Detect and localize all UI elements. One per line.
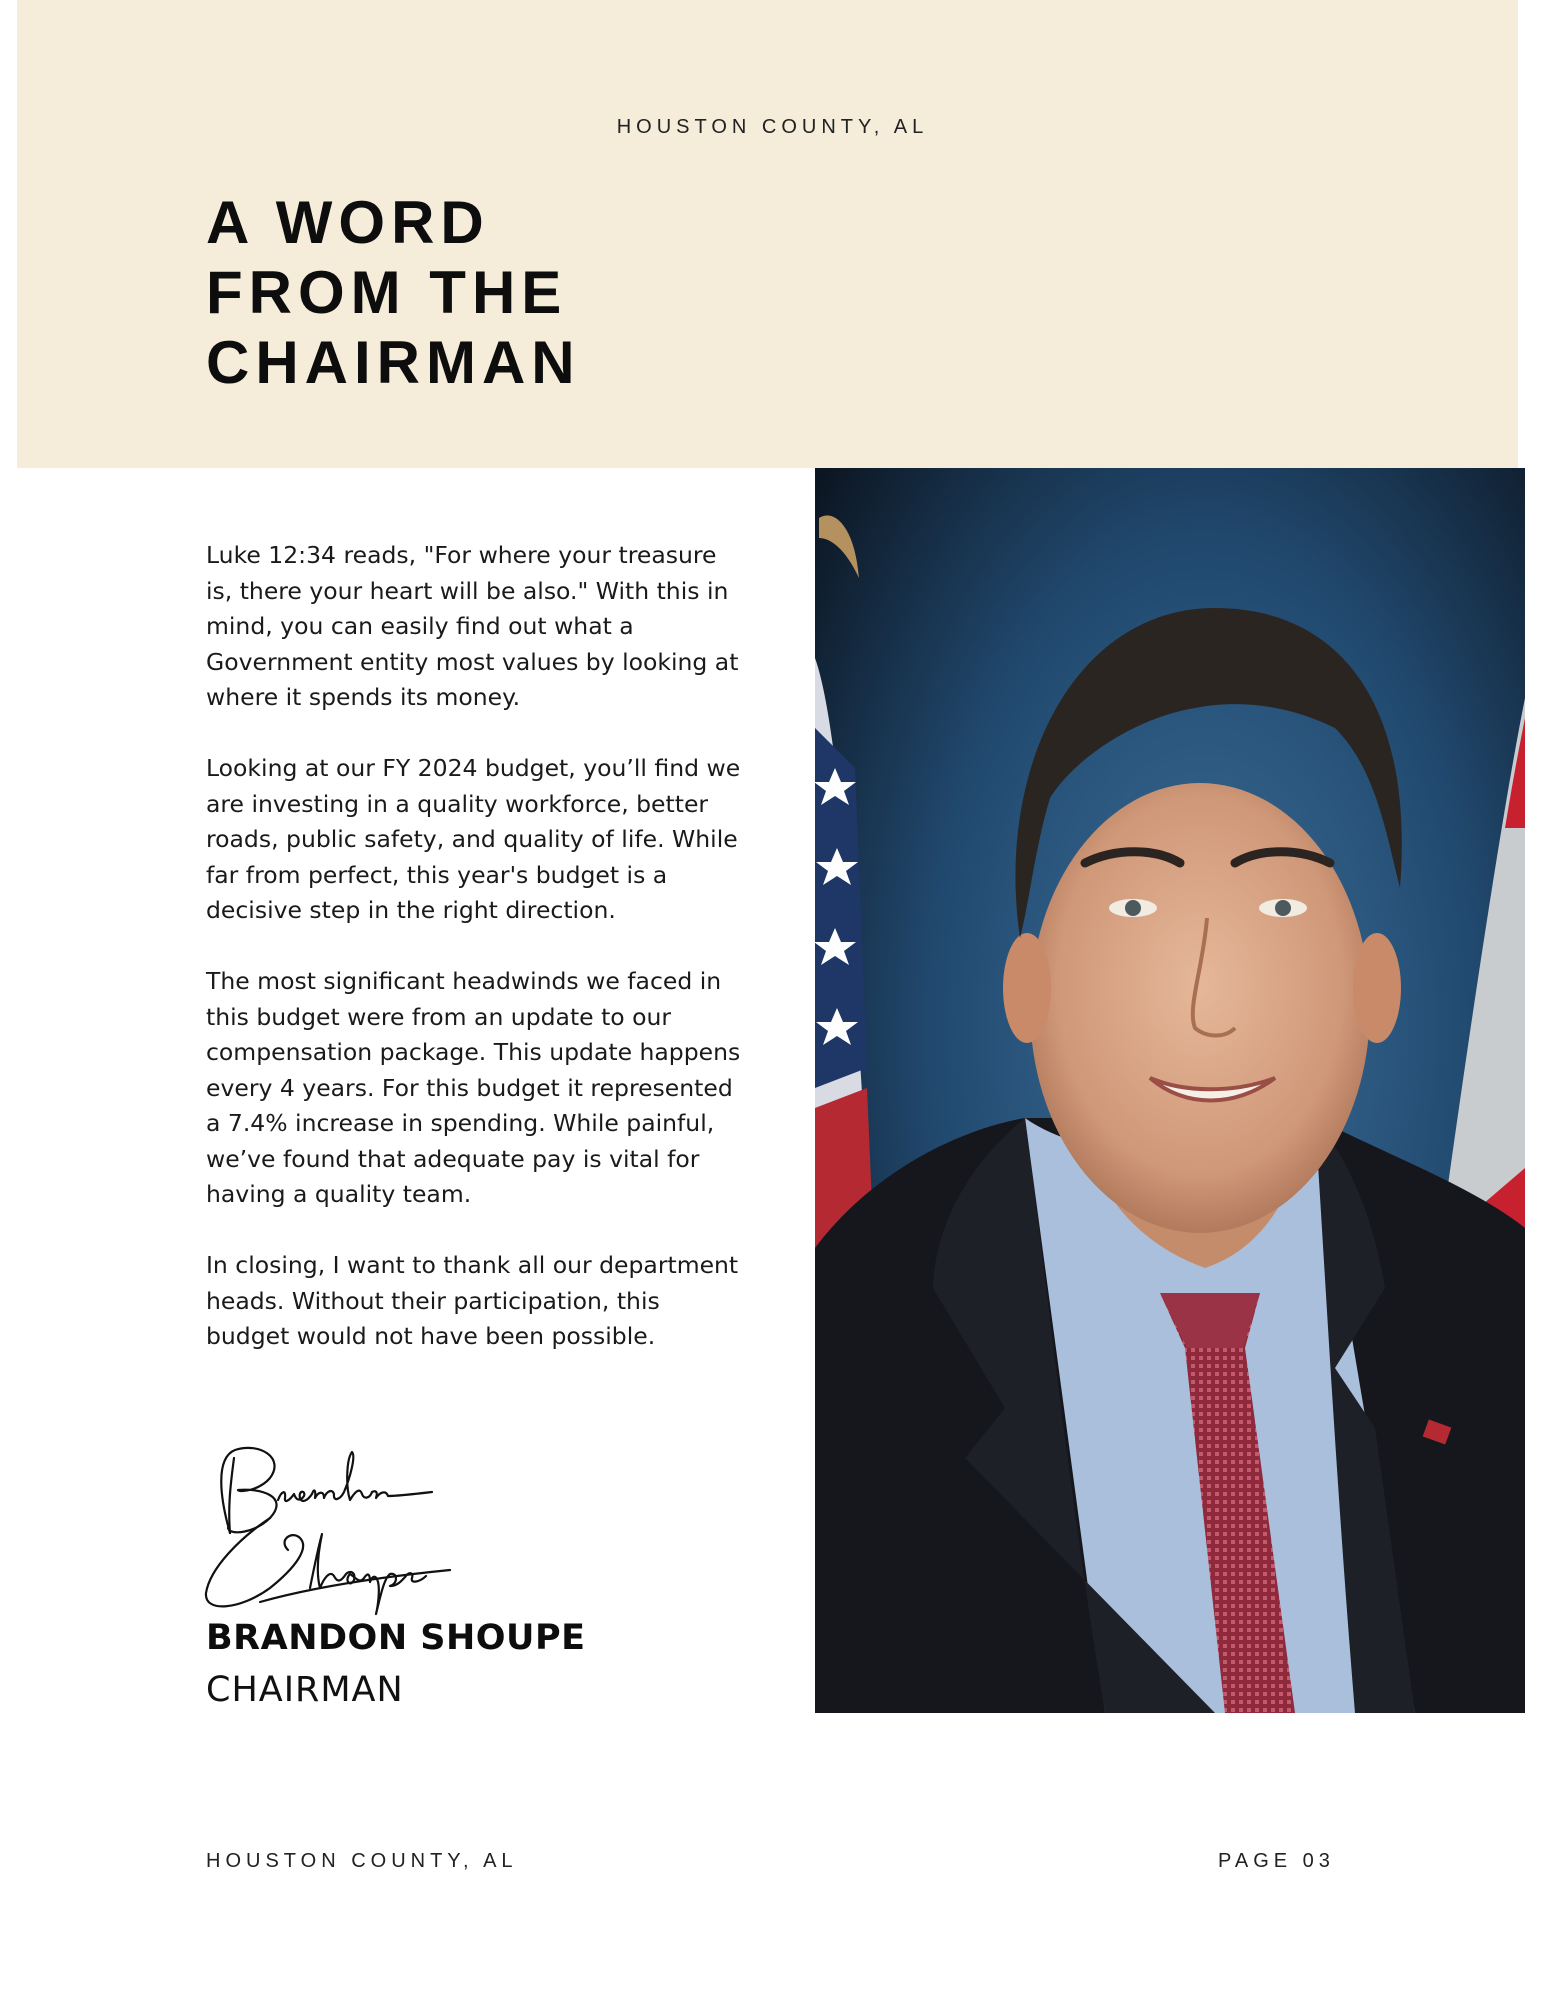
- paragraph-2: Looking at our FY 2024 budget, you’ll find we are investing in a quality workforce, better roads, public safety, and quality of life. While far from perfect, this year's budget is a decisive step in the right direction.: [206, 754, 741, 924]
- footer-county: HOUSTON COUNTY, AL: [206, 1850, 518, 1872]
- letter-body: [206, 538, 746, 1355]
- page-title: [206, 188, 581, 398]
- title-line-1: A WORD: [206, 189, 490, 256]
- signer-role: CHAIRMAN: [206, 1670, 404, 1710]
- page-number: PAGE 03: [1218, 1850, 1335, 1872]
- title-line-3: CHAIRMAN: [206, 329, 581, 396]
- title-line-2: FROM THE: [206, 259, 568, 326]
- chairman-portrait: [815, 468, 1525, 1713]
- header-county: HOUSTON COUNTY, AL: [616, 116, 929, 138]
- paragraph-4: In closing, I want to thank all our department heads. Without their participation, this budget would not have been possible.: [206, 1251, 739, 1350]
- signer-name: BRANDON SHOUPE: [206, 1618, 586, 1658]
- paragraph-3: The most significant headwinds we faced in this budget were from an update to our compensation package. This update happens every 4 years. For this budget it represented a 7.4% increase in spending. While painful, we’ve found that adequate pay is vital for having a quality team.: [206, 967, 741, 1208]
- handwritten-signature: [200, 1438, 460, 1618]
- paragraph-1: Luke 12:34 reads, "For where your treasure is, there your heart will be also." With this in mind, you can easily find out what a Government entity most values by looking at where it spends its money.: [206, 541, 739, 711]
